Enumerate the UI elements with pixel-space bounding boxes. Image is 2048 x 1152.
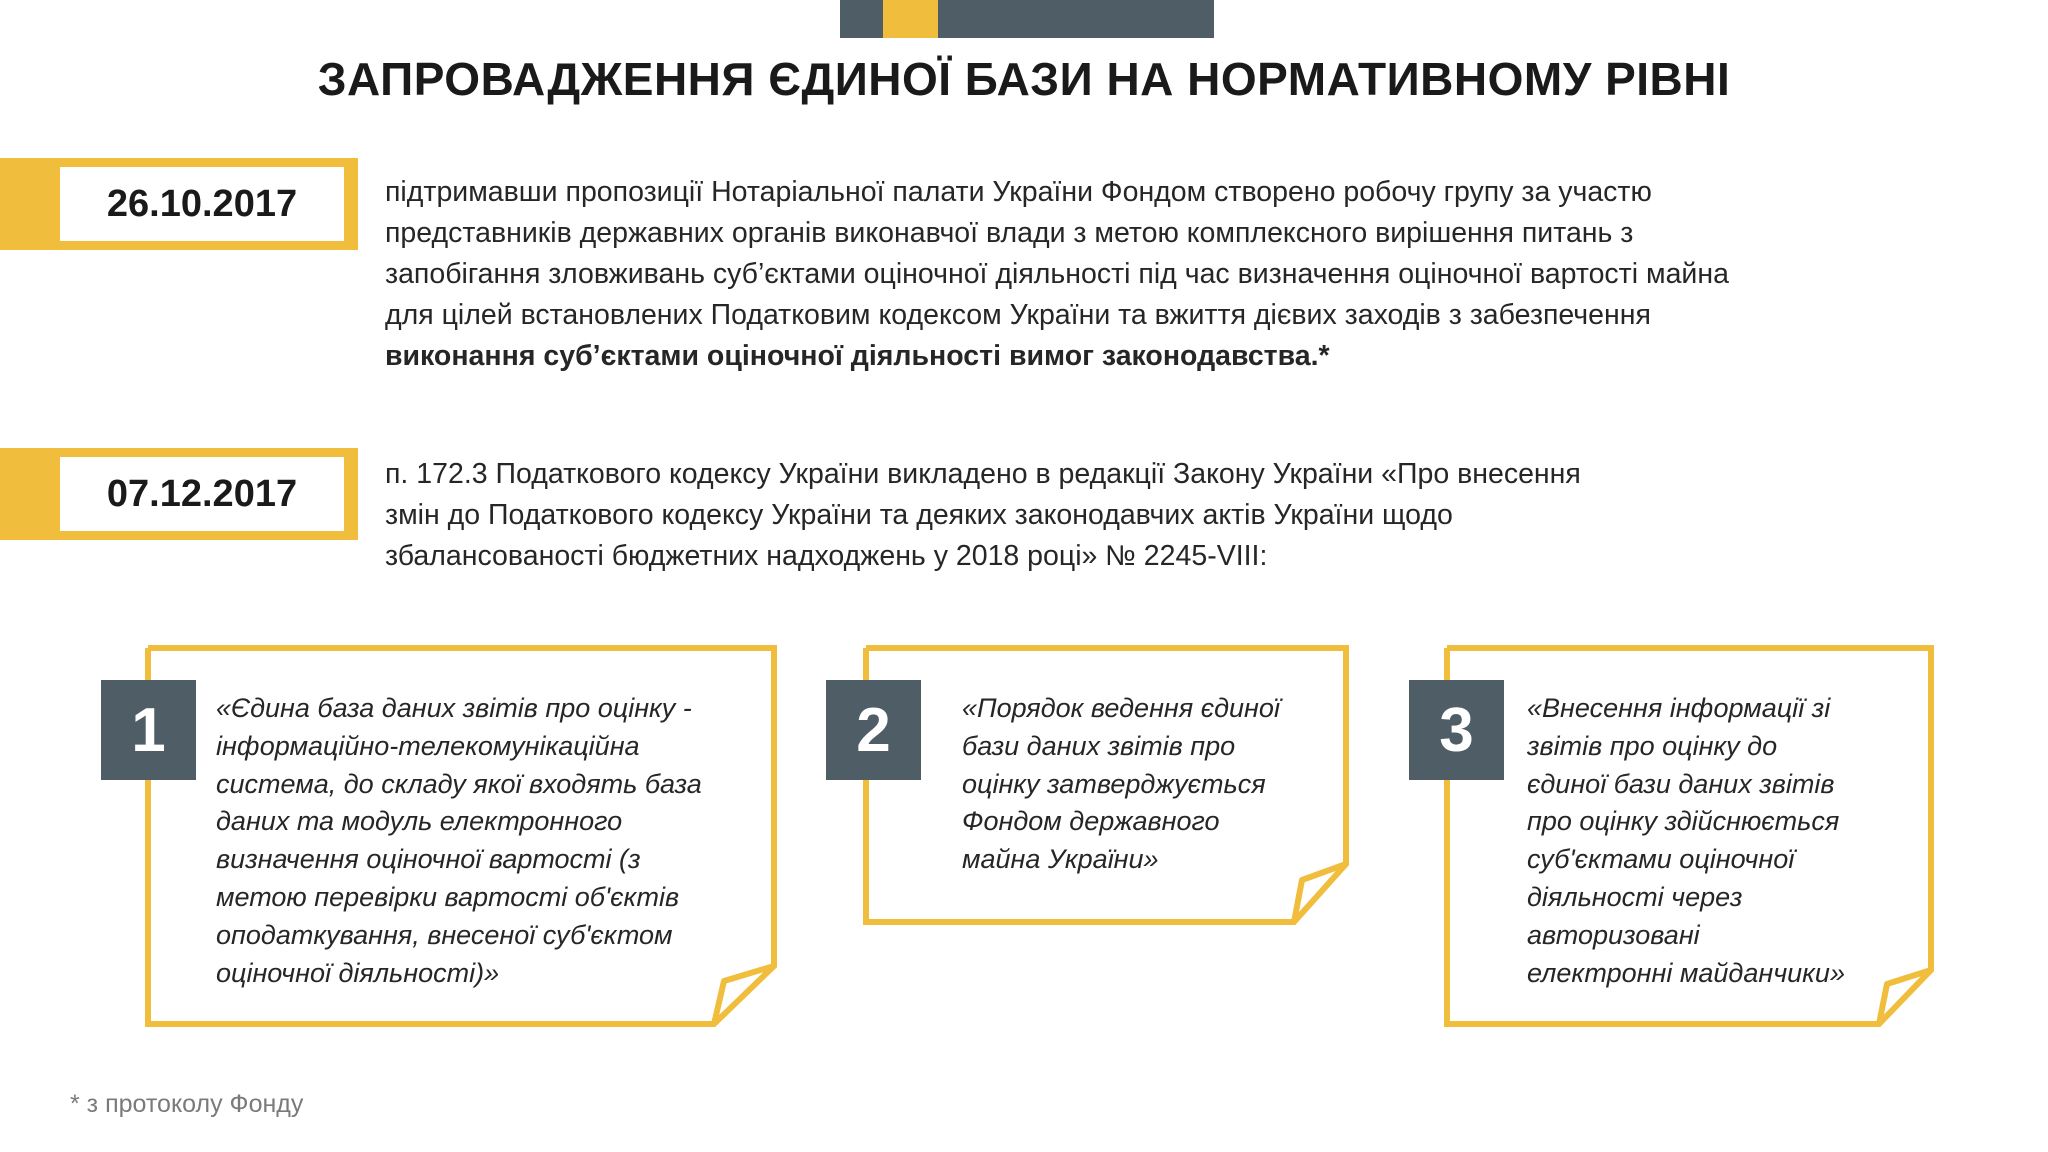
text-line: даних та модуль електронного (216, 806, 623, 837)
text-line: суб'єктами оціночної (1527, 844, 1795, 875)
date-label-2: 07.12.2017 (60, 457, 344, 531)
card-text-2 (962, 690, 1280, 879)
text-line: оподаткування, внесеної суб'єктом (216, 919, 673, 950)
entry-text-2 (385, 454, 1581, 577)
text-line: оцінку затверджується (962, 768, 1266, 799)
text-line: Фондом державного (962, 806, 1220, 837)
text-line: про оцінку здійснюється (1527, 806, 1840, 837)
text-line: авторизовані (1527, 919, 1700, 950)
date-label-1: 26.10.2017 (60, 167, 344, 241)
card-text-1 (216, 690, 702, 992)
entry-text-1 (385, 172, 1729, 377)
text-line: метою перевірки вартості об'єктів (216, 881, 680, 912)
text-line: представників державних органів виконавчої влади з метою комплексного вирішення питань з (385, 217, 1634, 249)
text-line: система, до складу якої входять база (216, 768, 702, 799)
text-line: оціночної діяльності)» (216, 957, 500, 988)
card-number-1: 1 (101, 680, 196, 780)
date-stripe-2 (0, 448, 358, 540)
footnote: * з протоколу Фонду (70, 1090, 304, 1118)
page-title: ЗАПРОВАДЖЕННЯ ЄДИНОЇ БАЗИ НА НОРМАТИВНОМУ РІВНІ (317, 53, 1731, 105)
text-line: єдиної бази даних звітів (1527, 768, 1835, 799)
date-stripe-1 (0, 158, 358, 250)
text-line: збалансованості бюджетних надходжень у 2018 році» № 2245-VIII: (385, 540, 1268, 572)
text-line: «Порядок ведення єдиної (962, 693, 1280, 723)
text-line: запобігання зловживань суб’єктами оціночної діяльності під час визначення оціночної вартості майна (385, 258, 1729, 290)
text-line: змін до Податкового кодексу України та деяких законодавчих актів України щодо (385, 499, 1453, 531)
text-line: бази даних звітів про (962, 730, 1236, 761)
text-line: виконання суб’єктами оціночної діяльності вимог законодавства.* (385, 340, 1330, 372)
text-line: для цілей встановлених Податковим кодексом України та вжиття дієвих заходів з забезпечення (385, 299, 1651, 331)
card-number-3: 3 (1409, 680, 1504, 780)
text-line: електронні майданчики» (1527, 957, 1845, 988)
header-decor-accent (883, 0, 938, 38)
text-line: визначення оціночної вартості (з (216, 844, 641, 875)
header-decor-bar (840, 0, 1214, 38)
text-line: діяльності через (1527, 881, 1743, 912)
text-line: «Єдина база даних звітів про оцінку - (216, 693, 692, 723)
text-line: п. 172.3 Податкового кодексу України викладено в редакції Закону України «Про внесення (385, 458, 1581, 490)
card-number-2: 2 (826, 680, 921, 780)
text-line: звітів про оцінку до (1527, 730, 1778, 761)
text-line: майна України» (962, 844, 1159, 875)
text-line: інформаційно-телекомунікаційна (216, 730, 640, 761)
text-line: «Внесення інформації зі (1527, 693, 1831, 723)
card-text-3 (1527, 690, 1845, 992)
text-line: підтримавши пропозиції Нотаріальної палати України Фондом створено робочу групу за участю (385, 176, 1652, 208)
